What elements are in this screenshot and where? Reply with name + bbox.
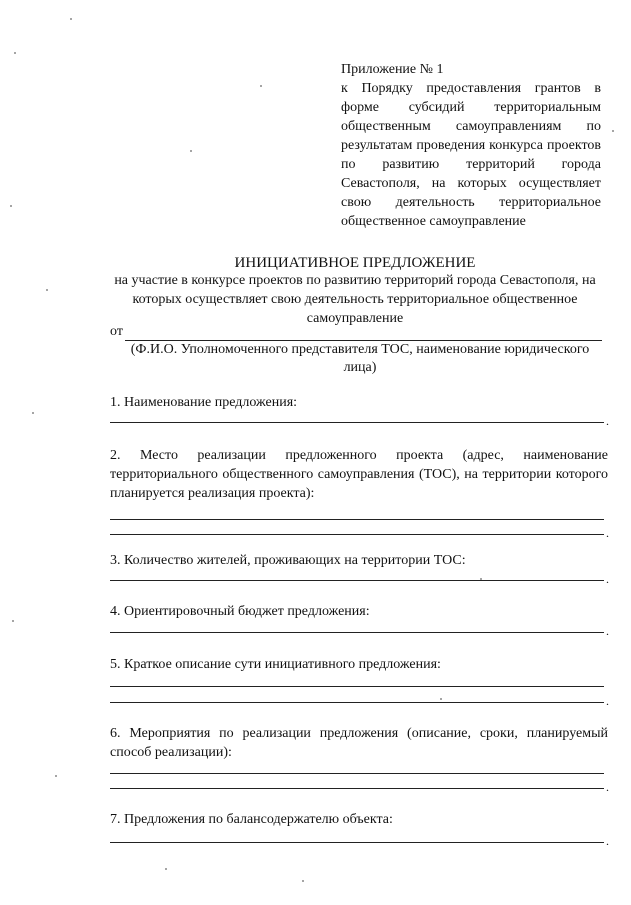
scan-speck [46, 289, 48, 291]
line-end-mark: . [606, 834, 609, 848]
from-label: от [110, 324, 123, 339]
scan-speck [440, 698, 442, 700]
item-5-label: 5. Краткое описание сути инициативного предложения: [110, 657, 441, 672]
item-3 [110, 551, 609, 586]
scan-speck [14, 52, 16, 54]
item-3-label: 3. Количество жителей, проживающих на территории ТОС: [110, 553, 466, 568]
document-subtitle: на участие в конкурсе проектов по развитию территорий города Севастополя, на которых осуществляет свою деятельность территориальное общественное самоуправление [114, 273, 596, 326]
scan-speck [302, 880, 304, 882]
item-1 [110, 393, 609, 428]
item-7 [110, 810, 609, 848]
scan-speck [10, 205, 12, 207]
line-end-mark: . [606, 526, 609, 540]
from-caption: (Ф.И.О. Уполномоченного представителя ТОС, наименование юридического лица) [130, 342, 590, 375]
item-3-answer-line[interactable] [110, 572, 609, 586]
scan-speck [480, 578, 482, 580]
line-end-mark: . [606, 414, 609, 428]
line-end-mark: . [606, 624, 609, 638]
line-end-mark: . [606, 780, 609, 794]
item-6 [110, 724, 609, 794]
item-2-answer-line-2[interactable] [110, 526, 609, 540]
appendix-text: к Порядку предоставления грантов в форме субсидий территориальным общественным самоуправлениям по результатам проведения конкурса проектов по развитию территорий города Севастополя, на которых осуществляет свою деятельность территориальное общественное самоуправление [341, 81, 601, 229]
item-4 [110, 602, 609, 638]
item-6-answer-line-2[interactable] [110, 780, 609, 794]
item-5-answer-line-1[interactable] [110, 686, 604, 687]
item-7-answer-line[interactable] [110, 834, 609, 848]
line-end-mark: . [606, 694, 609, 708]
document-title: ИНИЦИАТИВНОЕ ПРЕДЛОЖЕНИЕ [234, 255, 476, 271]
scan-speck [165, 868, 167, 870]
line-end-mark: . [606, 572, 609, 586]
from-field [110, 323, 602, 341]
appendix-block [341, 60, 601, 231]
item-6-label: 6. Мероприятия по реализации предложения (описание, сроки, планируемый способ реализации): [110, 726, 608, 760]
item-7-label: 7. Предложения по балансодержателю объекта: [110, 812, 393, 827]
item-2-answer-line-1[interactable] [110, 519, 604, 520]
item-2-label: 2. Место реализации предложенного проекта (адрес, наименование территориального общественного самоуправления (ТОС), на территории которого планируется реализация проекта): [110, 448, 608, 501]
item-5 [110, 655, 609, 708]
appendix-title: Приложение № 1 [341, 62, 444, 77]
item-4-answer-line[interactable] [110, 624, 609, 638]
scan-speck [190, 150, 192, 152]
item-6-answer-line-1[interactable] [110, 773, 604, 774]
scan-speck [55, 775, 57, 777]
from-underline[interactable] [125, 326, 602, 341]
item-4-label: 4. Ориентировочный бюджет предложения: [110, 604, 370, 619]
item-2 [110, 446, 609, 540]
item-1-label: 1. Наименование предложения: [110, 395, 298, 410]
scan-speck [612, 130, 614, 132]
item-5-answer-line-2[interactable] [110, 694, 609, 708]
scan-speck [70, 18, 72, 20]
item-1-answer-line[interactable] [110, 414, 609, 428]
scan-speck [260, 85, 262, 87]
scan-speck [12, 620, 14, 622]
scan-speck [32, 412, 34, 414]
